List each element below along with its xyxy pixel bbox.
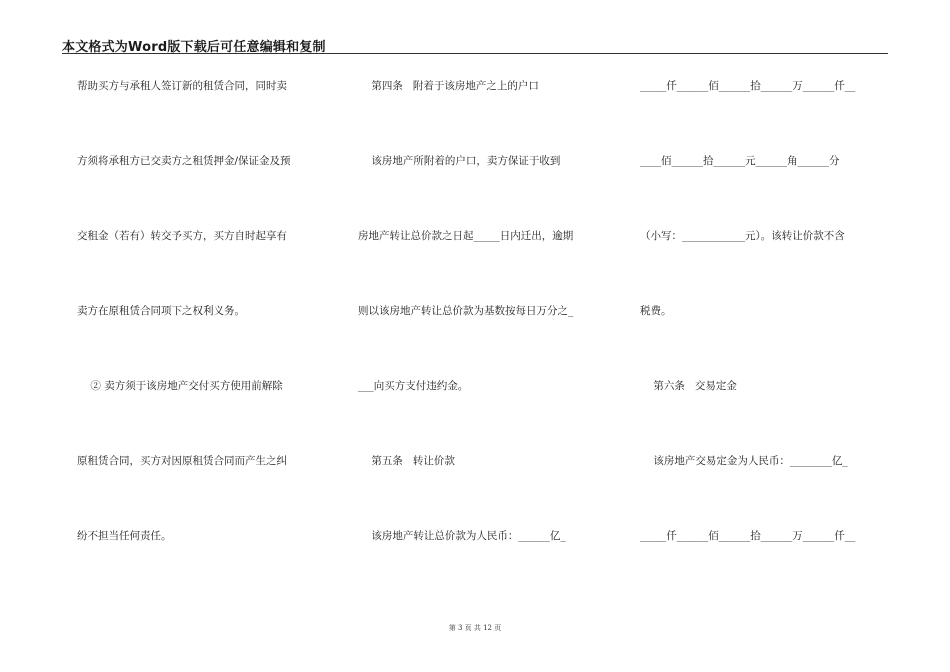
text-line: ___向买方支付违约金。 (358, 380, 469, 392)
text-column-3 (640, 0, 890, 672)
text-line: 方须将承租方已交卖方之租赁押金/保证金及预 (77, 155, 291, 167)
text-line: 帮助买方与承租人签订新的租赁合同，同时卖 (77, 80, 287, 92)
text-line: 该房地产所附着的户口，卖方保证于收到 (358, 155, 561, 167)
text-line: 卖方在原租赁合同项下之权利义务。 (77, 305, 245, 317)
header-title: 本文格式为Word版下载后可任意编辑和复制 (62, 40, 326, 55)
text-line: 第六条 交易定金 (640, 380, 737, 392)
text-line: _____仟______佰______拾______万______仟__ (640, 80, 856, 92)
text-line: 则以该房地产转让总价款为基数按每日万分之_ (358, 305, 574, 317)
text-line: 交租金（若有）转交予买方，买方自时起享有 (77, 230, 287, 242)
text-line: 原租赁合同，买方对因原租赁合同而产生之纠 (77, 455, 287, 467)
text-column-1 (77, 0, 342, 672)
text-line: _____仟______佰______拾______万______仟__ (640, 530, 856, 542)
text-line: 该房地产转让总价款为人民币：______亿_ (358, 530, 566, 542)
text-line: 房地产转让总价款之日起_____日内迁出，逾期 (358, 230, 574, 242)
text-line: ____佰______拾______元______角______分 (640, 155, 840, 167)
text-line: ② 卖方须于该房地产交付买方使用前解除 (77, 380, 283, 392)
text-line: （小写：____________元）。该转让价款不含 (640, 230, 845, 242)
text-line: 第五条 转让价款 (358, 455, 455, 467)
text-line: 纷不担当任何责任。 (77, 530, 172, 542)
text-column-2 (358, 0, 620, 672)
text-line: 税费。 (640, 305, 672, 317)
text-line: 第四条 附着于该房地产之上的户口 (358, 80, 539, 92)
text-line: 该房地产交易定金为人民币：________亿_ (640, 455, 848, 467)
page-number: 第 3 页 共 12 页 (448, 624, 502, 632)
